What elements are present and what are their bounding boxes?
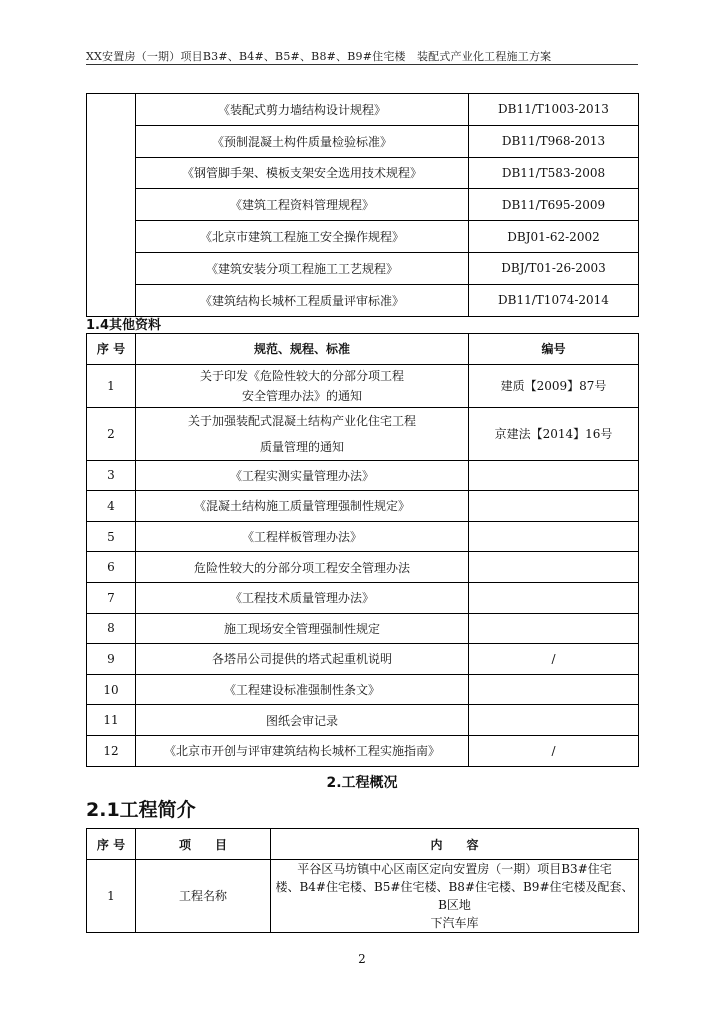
standard-name: 《钢管脚手架、模板支架安全选用技术规程》 xyxy=(136,157,469,189)
item-content xyxy=(271,860,639,933)
table-row xyxy=(87,735,639,766)
column-header-no: 序 号 xyxy=(87,334,136,365)
document-code xyxy=(469,674,639,705)
row-number: 8 xyxy=(87,613,136,644)
table-row xyxy=(87,674,639,705)
table-row xyxy=(87,613,639,644)
standard-name: 《建筑安装分项工程施工工艺规程》 xyxy=(136,252,469,284)
document-name: 《工程实测实量管理办法》 xyxy=(136,460,469,491)
row-number: 2 xyxy=(87,407,136,460)
merged-index-cell xyxy=(87,94,136,317)
standards-table-continued xyxy=(86,93,639,317)
content-line: 下汽车库 xyxy=(430,916,479,930)
table-row xyxy=(87,125,639,157)
row-number: 11 xyxy=(87,705,136,736)
row-number: 12 xyxy=(87,735,136,766)
header-rule xyxy=(86,64,638,65)
table-row xyxy=(87,364,639,407)
document-name: 图纸会审记录 xyxy=(136,705,469,736)
column-header-content: 内 容 xyxy=(271,829,639,860)
document-name-line: 质量管理的通知 xyxy=(259,439,344,454)
document-name-line: 安全管理办法》的通知 xyxy=(241,388,362,403)
table-row xyxy=(87,552,639,583)
table-row xyxy=(87,644,639,675)
document-code: 京建法【2014】16号 xyxy=(469,407,639,460)
column-header-item: 项 目 xyxy=(136,829,271,860)
document-code xyxy=(469,705,639,736)
document-code xyxy=(469,552,639,583)
document-code: 建质【2009】87号 xyxy=(469,364,639,407)
document-code xyxy=(469,460,639,491)
document-name: 《工程样板管理办法》 xyxy=(136,521,469,552)
standard-code: DB11/T583-2008 xyxy=(469,157,639,189)
table-row xyxy=(87,460,639,491)
standard-code: DB11/T1074-2014 xyxy=(469,284,639,316)
document-name-line: 关于加强装配式混凝土结构产业化住宅工程 xyxy=(187,413,416,428)
standard-code: DB11/T968-2013 xyxy=(469,125,639,157)
table-header-row xyxy=(87,829,639,860)
row-number: 4 xyxy=(87,491,136,522)
document-code xyxy=(469,613,639,644)
table-row xyxy=(87,860,639,933)
document-name xyxy=(136,407,469,460)
document-name-line: 关于印发《危险性较大的分部分项工程 xyxy=(199,368,404,383)
row-number: 7 xyxy=(87,582,136,613)
document-name xyxy=(136,364,469,407)
row-number: 1 xyxy=(87,860,136,933)
row-number: 5 xyxy=(87,521,136,552)
standard-code: DB11/T695-2009 xyxy=(469,189,639,221)
row-number: 10 xyxy=(87,674,136,705)
page-number: 2 xyxy=(358,952,366,966)
document-code: / xyxy=(469,644,639,675)
document-code xyxy=(469,521,639,552)
table-row xyxy=(87,582,639,613)
table-row xyxy=(87,407,639,460)
section-title-2-1: 2.1工程简介 xyxy=(86,799,196,821)
column-header-name: 规范、规程、标准 xyxy=(136,334,469,365)
standard-name: 《建筑结构长城杯工程质量评审标准》 xyxy=(136,284,469,316)
row-number: 6 xyxy=(87,552,136,583)
column-header-no: 序 号 xyxy=(87,829,136,860)
standard-code: DB11/T1003-2013 xyxy=(469,94,639,126)
section-title-2: 2.工程概况 xyxy=(326,775,398,791)
row-number: 1 xyxy=(87,364,136,407)
content-line: 楼、B4#住宅楼、B5#住宅楼、B8#住宅楼、B9#住宅楼及配套、B区地 xyxy=(275,880,634,912)
column-header-code: 编号 xyxy=(469,334,639,365)
row-number: 3 xyxy=(87,460,136,491)
document-name: 各塔吊公司提供的塔式起重机说明 xyxy=(136,644,469,675)
table-row xyxy=(87,521,639,552)
table-row xyxy=(87,157,639,189)
document-name: 《北京市开创与评审建筑结构长城杯工程实施指南》 xyxy=(136,735,469,766)
table-row xyxy=(87,189,639,221)
standard-name: 《预制混凝土构件质量检验标准》 xyxy=(136,125,469,157)
standard-name: 《建筑工程资料管理规程》 xyxy=(136,189,469,221)
standard-name: 《北京市建筑工程施工安全操作规程》 xyxy=(136,221,469,253)
document-code: / xyxy=(469,735,639,766)
document-name: 危险性较大的分部分项工程安全管理办法 xyxy=(136,552,469,583)
document-name: 《工程技术质量管理办法》 xyxy=(136,582,469,613)
content-line: 平谷区马坊镇中心区南区定向安置房（一期）项目B3#住宅 xyxy=(297,862,612,876)
table-row xyxy=(87,491,639,522)
section-title-1-4: 1.4其他资料 xyxy=(86,318,162,333)
table-row xyxy=(87,94,639,126)
table-header-row xyxy=(87,334,639,365)
project-overview-table xyxy=(86,828,639,933)
standard-name: 《装配式剪力墙结构设计规程》 xyxy=(136,94,469,126)
table-row xyxy=(87,221,639,253)
document-name: 施工现场安全管理强制性规定 xyxy=(136,613,469,644)
standard-code: DBJ/T01-26-2003 xyxy=(469,252,639,284)
row-number: 9 xyxy=(87,644,136,675)
other-materials-table xyxy=(86,333,639,767)
table-row xyxy=(87,252,639,284)
page-header: XX安置房（一期）项目B3#、B4#、B5#、B8#、B9#住宅楼 装配式产业化工程施工方案 xyxy=(86,50,552,63)
table-row xyxy=(87,705,639,736)
document-name: 《工程建设标准强制性条文》 xyxy=(136,674,469,705)
document-name: 《混凝土结构施工质量管理强制性规定》 xyxy=(136,491,469,522)
standard-code: DBJ01-62-2002 xyxy=(469,221,639,253)
item-name: 工程名称 xyxy=(136,860,271,933)
document-code xyxy=(469,491,639,522)
document-code xyxy=(469,582,639,613)
table-row xyxy=(87,284,639,316)
